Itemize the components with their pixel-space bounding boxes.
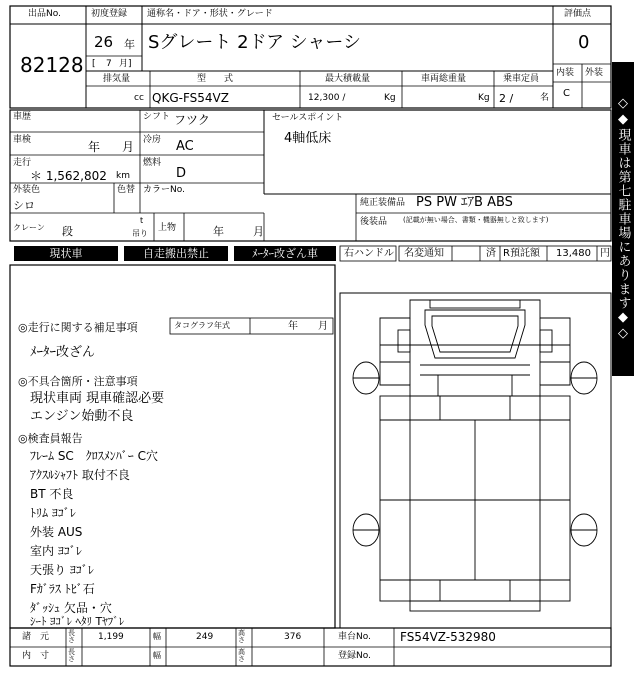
- inspector-note-line: ﾀﾞｯｼｭ 欠品・穴: [30, 601, 112, 615]
- inspector-note-line: 室内 ﾖｺﾞﾚ: [30, 544, 82, 558]
- tacho-label: タコグラフ年式: [174, 321, 230, 330]
- crane-label: クレーン: [13, 223, 45, 232]
- sales-point-value: 4軸低床: [284, 131, 332, 146]
- color-label: 外装色: [13, 185, 41, 195]
- mileage-unit: km: [116, 171, 130, 181]
- displacement-label: 排気量: [103, 74, 131, 84]
- reg-year: 26: [94, 33, 114, 51]
- lot-number: 82128: [20, 53, 84, 77]
- inner-length-label: 長さ: [68, 648, 75, 663]
- shift-label: シフト: [143, 112, 171, 122]
- handle-side: 右ハンドル: [344, 248, 394, 259]
- ac-label: 冷房: [143, 135, 162, 145]
- name-change-label: 名変通知: [404, 248, 444, 259]
- registration-label: 登録No.: [338, 651, 371, 661]
- displacement-unit: cc: [134, 93, 144, 103]
- score-label: 評価点: [564, 9, 592, 19]
- inspector-note-line: ﾄﾘﾑ ﾖｺﾞﾚ: [30, 506, 76, 520]
- recycle-value: 13,480: [556, 248, 591, 259]
- model-value: QKG-FS54VZ: [152, 91, 229, 105]
- color-value: シロ: [13, 199, 35, 212]
- fuel-label: 燃料: [143, 158, 162, 168]
- length-value: 1,199: [98, 632, 124, 642]
- inspection-year-unit: 年: [88, 140, 101, 154]
- capacity-unit: 名: [540, 93, 550, 103]
- capacity-value: 2 /: [499, 92, 514, 105]
- reg-month: 7: [106, 59, 112, 69]
- gross-weight-unit: Kg: [478, 93, 490, 103]
- crane-hoist-label: 吊り: [132, 229, 148, 238]
- width-value: 249: [196, 632, 214, 642]
- recycle-unit: 円: [600, 248, 610, 259]
- inner-width-label: 幅: [153, 651, 161, 660]
- inspector-notes-title: ◎検査員報告: [18, 432, 83, 445]
- equipment-label: 純正装備品: [360, 198, 406, 208]
- inspector-note-line: BT 不良: [30, 487, 74, 501]
- inspector-note-line: 外装 AUS: [30, 525, 83, 539]
- driving-note-line: ﾒｰﾀｰ改ざん: [30, 345, 96, 360]
- mileage-label: 走行: [13, 158, 32, 168]
- aftermarket-note: (記載が無い場合、書類・機器無しと致します): [403, 216, 549, 224]
- inspector-note-line: ﾌﾚｰﾑ SC ｸﾛｽﾒﾝﾊﾞｰ C穴: [30, 449, 159, 463]
- height-value: 376: [284, 632, 302, 642]
- model-label: 型 式: [197, 74, 234, 84]
- inner-dims-label: 内 寸: [22, 651, 50, 661]
- inspector-note-line: ｼｰﾄ ﾖｺﾞﾚ ﾍﾀﾘ Tﾔﾌﾞﾚ: [30, 615, 125, 628]
- aftermarket-label: 後装品: [360, 217, 388, 227]
- bodywork-year-unit: 年: [213, 225, 224, 238]
- color-code-label: カラーNo.: [143, 185, 185, 195]
- equipment-value: PS PW ｴｱB ABS: [416, 195, 513, 210]
- inspector-note-line: 天張り ﾖｺﾞﾚ: [30, 563, 94, 577]
- inspection-month-unit: 月: [122, 140, 135, 154]
- tacho-month-unit: 月: [318, 321, 328, 332]
- history-label: 車歴: [13, 112, 32, 122]
- tacho-year-unit: 年: [288, 321, 298, 332]
- inspector-note-line: Fｶﾞﾗｽ ﾄﾋﾞ石: [30, 582, 95, 596]
- overall-score: 0: [578, 32, 590, 53]
- inner-height-label: 高さ: [238, 648, 245, 663]
- color-change-label: 色替: [117, 185, 136, 195]
- mileage-value: ＊ 1,562,802: [30, 169, 107, 183]
- interior-grade: C: [563, 88, 570, 99]
- bodywork-label: 上物: [158, 223, 177, 233]
- crane-stage-unit: 段: [62, 225, 73, 238]
- chassis-value: FS54VZ-532980: [400, 630, 496, 644]
- tag-no-self-drive: 自走搬出禁止: [124, 246, 228, 261]
- exterior-label: 外装: [585, 68, 604, 78]
- reg-month-open: [: [92, 59, 96, 69]
- gross-weight-label: 車両総重量: [421, 74, 467, 84]
- chassis-label: 車台No.: [338, 632, 371, 642]
- defect-notes-title: ◎不具合箇所・注意事項: [18, 375, 138, 388]
- fuel-value: D: [176, 166, 187, 181]
- dims-label: 諸 元: [22, 632, 50, 642]
- defect-note-line: 現状車両 現車確認必要: [30, 391, 165, 406]
- defect-note-line: エンジン始動不良: [30, 409, 134, 424]
- driving-notes-title: ◎走行に関する補足事項: [18, 321, 138, 334]
- car-name: Sグレート 2ドア シャーシ: [148, 32, 362, 53]
- width-label: 幅: [153, 632, 161, 641]
- max-load-value: 12,300 /: [308, 93, 346, 103]
- recycle-label: R預託額: [503, 248, 540, 259]
- max-load-label: 最大積載量: [325, 74, 371, 84]
- name-label: 通称名・ドア・形状・グレード: [147, 9, 273, 19]
- inspector-note-line: ｱｸｽﾙｼｬﾌﾄ 取付不良: [30, 468, 130, 482]
- reg-month-close: 月]: [119, 59, 132, 69]
- sales-point-label: セールスポイント: [272, 113, 344, 123]
- tag-odometer-tampered: ﾒｰﾀｰ改ざん車: [234, 246, 336, 261]
- max-load-unit: Kg: [384, 93, 396, 103]
- bodywork-month-unit: 月: [253, 225, 264, 238]
- inspection-label: 車検: [13, 135, 32, 145]
- height-label: 高さ: [238, 629, 245, 644]
- lot-label: 出品No.: [28, 9, 61, 19]
- length-label: 長さ: [68, 629, 75, 644]
- crane-ton-unit: t: [140, 216, 144, 225]
- parking-location-banner: ◇◆現車は第七駐車場にあります◆◇: [612, 62, 634, 376]
- shift-value: フツク: [174, 113, 210, 127]
- tag-as-is: 現状車: [14, 246, 118, 261]
- capacity-label: 乗車定員: [503, 74, 540, 84]
- interior-label: 内装: [556, 68, 575, 78]
- first-reg-label: 初度登録: [91, 9, 128, 19]
- ac-value: AC: [176, 139, 194, 154]
- reg-year-unit: 年: [124, 38, 135, 51]
- recycle-prefix: 済: [486, 248, 496, 259]
